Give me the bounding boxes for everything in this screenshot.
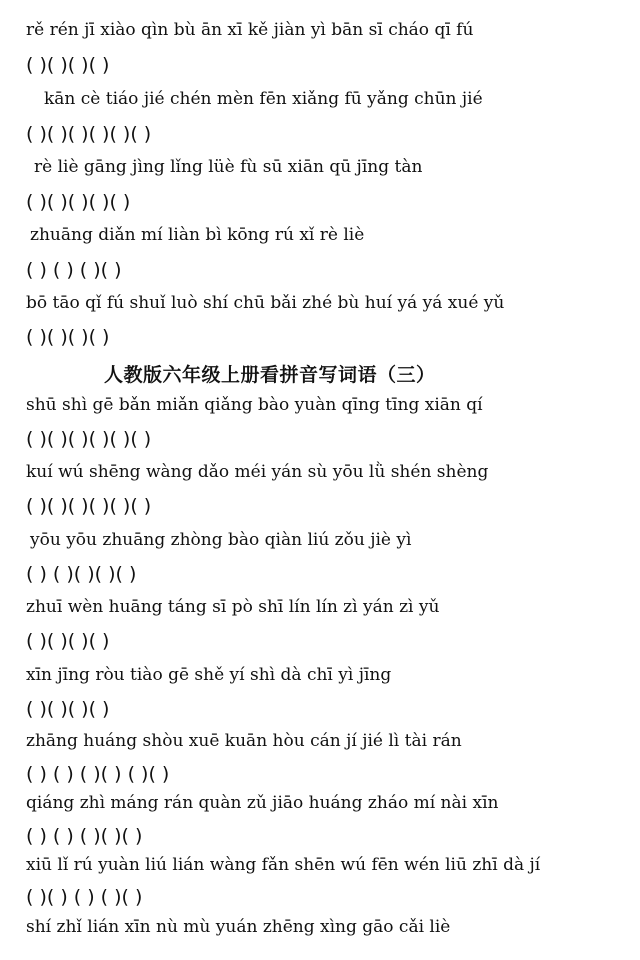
pinyin-line: kān cè tiáo jié chén mèn fēn xiǎng fū yǎng chūn jié xyxy=(44,89,483,109)
answer-blanks-line: ( ) ( ) ( )( )( ) xyxy=(26,825,143,847)
answer-blanks-line: ( ) ( ) ( )( ) xyxy=(26,259,122,281)
answer-blanks-line: ( )( )( )( ) xyxy=(26,698,110,720)
answer-blanks-line: ( )( )( )( ) xyxy=(26,326,110,348)
answer-blanks-line: ( ) ( )( )( )( ) xyxy=(26,563,137,585)
pinyin-line: zhuī wèn huāng táng sī pò shī lín lín zì yán zì yǔ xyxy=(26,597,440,617)
answer-blanks-line: ( )( )( )( )( )( ) xyxy=(26,495,152,517)
pinyin-line: qiáng zhì máng rán quàn zǔ jiāo huáng zháo mí nài xīn xyxy=(26,793,499,813)
pinyin-line: shí zhǐ lián xīn nù mù yuán zhēng xìng gāo cǎi liè xyxy=(26,917,451,937)
pinyin-line: xīn jīng ròu tiào gē shě yí shì dà chī yì jīng xyxy=(26,665,392,685)
pinyin-line: zhāng huáng shòu xuē kuān hòu cán jí jié lì tài rán xyxy=(26,731,462,751)
pinyin-line: shū shì gē bǎn miǎn qiǎng bào yuàn qīng tīng xiān qí xyxy=(26,395,483,415)
answer-blanks-line: ( )( ) ( ) ( )( ) xyxy=(26,886,143,908)
answer-blanks-line: ( )( )( )( ) xyxy=(26,630,110,652)
pinyin-line: yōu yōu zhuāng zhòng bào qiàn liú zǒu jiè yì xyxy=(30,530,412,550)
pinyin-line: xiū lǐ rú yuàn liú lián wàng fǎn shēn wú fēn wén liū zhī dà jí xyxy=(26,855,541,875)
answer-blanks-line: ( )( )( )( )( )( ) xyxy=(26,428,152,450)
answer-blanks-line: ( )( )( )( )( )( ) xyxy=(26,123,152,145)
pinyin-line: rè liè gāng jìng lǐng lüè fù sū xiān qū jīng tàn xyxy=(34,157,423,177)
answer-blanks-line: ( )( )( )( ) xyxy=(26,54,110,76)
pinyin-line: kuí wú shēng wàng dǎo méi yán sù yōu lǜ shén shèng xyxy=(26,462,489,482)
answer-blanks-line: ( )( )( )( )( ) xyxy=(26,191,131,213)
pinyin-line: rě rén jī xiào qìn bù ān xī kě jiàn yì bān sī cháo qī fú xyxy=(26,20,474,40)
section-title: 人教版六年级上册看拼音写词语（三） xyxy=(104,364,436,386)
pinyin-line: zhuāng diǎn mí liàn bì kōng rú xǐ rè liè xyxy=(30,225,365,245)
answer-blanks-line: ( ) ( ) ( )( ) ( )( ) xyxy=(26,763,170,785)
pinyin-line: bō tāo qǐ fú shuǐ luò shí chū bǎi zhé bù huí yá yá xué yǔ xyxy=(26,293,505,313)
